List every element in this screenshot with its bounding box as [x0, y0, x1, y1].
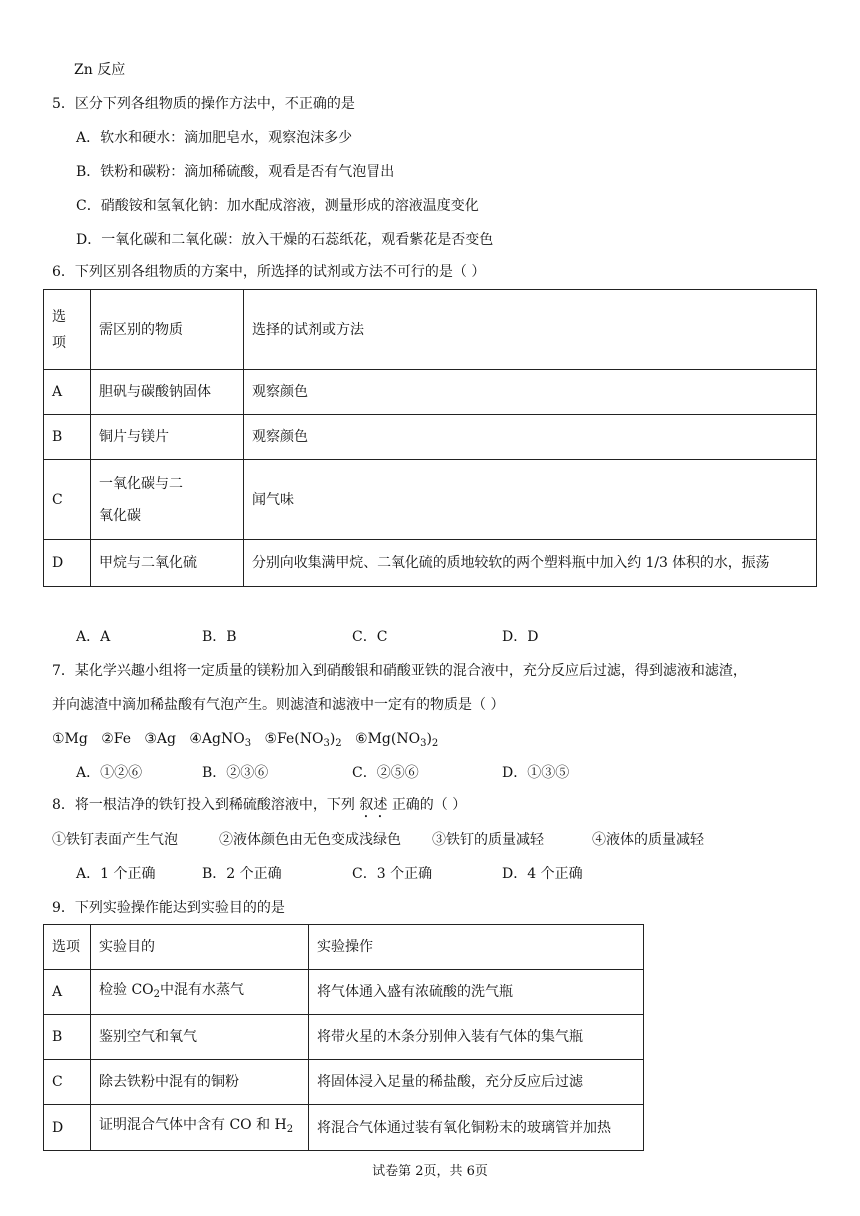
q5-option-d: D．一氧化碳和二氧化碳：放入干燥的石蕊纸花，观看紫花是否变色 — [76, 232, 494, 248]
table-row — [44, 540, 817, 587]
emphasized-word: 叙述 — [359, 797, 388, 813]
q7-item-1: ①Mg — [52, 731, 88, 747]
header-cell: 实验目的 — [91, 925, 309, 970]
q7-items — [52, 729, 438, 754]
table-header-row — [44, 290, 817, 370]
table-cell: 鉴别空气和氧气 — [91, 1015, 309, 1060]
table-cell: A — [44, 370, 91, 415]
q9-stem: 9．下列实验操作能达到实验目的的是 — [52, 900, 285, 916]
header-cell: 选项 — [44, 290, 91, 370]
q8-choice-c: C．3 个正确 — [352, 866, 433, 882]
header-cell: 需区别的物质 — [91, 290, 244, 370]
q7-item-3: ③Ag — [144, 731, 176, 747]
table-header-row — [44, 925, 644, 970]
q7-item-4: ④AgNO$_3$ — [189, 731, 252, 749]
q5-option-a: A．软水和硬水：滴加肥皂水，观察泡沫多少 — [76, 130, 353, 146]
table-cell: 胆矾与碳酸钠固体 — [91, 370, 244, 415]
q7-choice-b: B．②③⑥ — [202, 765, 269, 781]
table-cell: B — [44, 1015, 91, 1060]
table-row — [44, 1060, 644, 1105]
table-cell: 一氧化碳与二氧化碳 — [91, 460, 244, 540]
q7-item-5: $⑤Fe(NO_3)_2$ — [264, 731, 342, 749]
q8-choice-b: B．2 个正确 — [202, 866, 282, 882]
table-cell: 证明混合气体中含有 CO 和 $H_2$ — [91, 1105, 309, 1151]
table-row — [44, 460, 817, 540]
table-cell: 观察颜色 — [244, 415, 817, 460]
q7-stem-line1: 7．某化学兴趣小组将一定质量的镁粉加入到硝酸银和硝酸亚铁的混合液中，充分反应后过滤，得到滤液和滤渣， — [52, 663, 747, 679]
table-cell: D — [44, 540, 91, 587]
page-footer: 试卷第 2页，共 6页 — [372, 1164, 488, 1179]
q7-item-6: $⑥Mg(NO_3)_2$ — [355, 731, 439, 749]
table-cell: 检验 $CO_2$中混有水蒸气 — [91, 970, 309, 1015]
q7-choice-c: C．②⑤⑥ — [352, 765, 419, 781]
q6-table — [43, 289, 817, 587]
q7-stem-line2: 并向滤渣中滴加稀盐酸有气泡产生。则滤渣和滤液中一定有的物质是（ ） — [52, 697, 505, 713]
table-cell: 甲烷与二氧化硫 — [91, 540, 244, 587]
table-row — [44, 1105, 644, 1151]
q6-choice-a: A．A — [76, 629, 111, 645]
q6-choice-c: C．C — [352, 629, 388, 645]
table-cell: 将混合气体通过装有氧化铜粉末的玻璃管并加热 — [309, 1105, 644, 1151]
table-cell: C — [44, 460, 91, 540]
table-cell: 观察颜色 — [244, 370, 817, 415]
q6-choice-b: B．B — [202, 629, 237, 645]
table-cell: 分别向收集满甲烷、二氧化硫的质地较软的两个塑料瓶中加入约 1/3 体积的水，振荡 — [244, 540, 817, 587]
previous-question-fragment: Zn 反应 — [74, 62, 126, 78]
q6-stem: 6．下列区别各组物质的方案中，所选择的试剂或方法不可行的是（ ） — [52, 264, 486, 280]
q8-statement-1: ①铁钉表面产生气泡 — [52, 832, 178, 848]
q5-option-c: C．硝酸铵和氢氧化钠：加水配成溶液，测量形成的溶液温度变化 — [76, 198, 479, 214]
q9-table — [43, 924, 644, 1151]
table-row — [44, 1015, 644, 1060]
table-row — [44, 415, 817, 460]
q5-stem: 5．区分下列各组物质的操作方法中，不正确的是 — [52, 96, 355, 112]
table-row — [44, 970, 644, 1015]
q8-choice-a: A．1 个正确 — [76, 866, 156, 882]
table-cell: D — [44, 1105, 91, 1151]
header-cell: 选项 — [44, 925, 91, 970]
q7-choice-a: A．①②⑥ — [76, 765, 143, 781]
q8-statement-2: ②液体颜色由无色变成浅绿色 — [219, 832, 401, 848]
table-cell: 闻气味 — [244, 460, 817, 540]
header-cell: 实验操作 — [309, 925, 644, 970]
table-cell: C — [44, 1060, 91, 1105]
table-cell: 除去铁粉中混有的铜粉 — [91, 1060, 309, 1105]
q8-choice-d: D．4 个正确 — [502, 866, 583, 882]
q5-option-b: B．铁粉和碳粉：滴加稀硫酸，观看是否有气泡冒出 — [76, 164, 395, 180]
table-cell: 铜片与镁片 — [91, 415, 244, 460]
q6-choice-d: D．D — [502, 629, 539, 645]
q8-statement-4: ④液体的质量减轻 — [592, 832, 704, 848]
q7-choice-d: D．①③⑤ — [502, 765, 570, 781]
table-cell: A — [44, 970, 91, 1015]
table-row — [44, 370, 817, 415]
table-cell: 将固体浸入足量的稀盐酸，充分反应后过滤 — [309, 1060, 644, 1105]
q7-item-2: ②Fe — [101, 731, 132, 747]
q8-statement-3: ③铁钉的质量减轻 — [432, 832, 544, 848]
table-cell: 将气体通入盛有浓硫酸的洗气瓶 — [309, 970, 644, 1015]
header-cell: 选择的试剂或方法 — [244, 290, 817, 370]
table-cell: 将带火星的木条分别伸入装有气体的集气瓶 — [309, 1015, 644, 1060]
q8-stem: 8．将一根洁净的铁钉投入到稀硫酸溶液中，下列 叙述 正确的（ ） — [52, 797, 467, 813]
table-cell: B — [44, 415, 91, 460]
